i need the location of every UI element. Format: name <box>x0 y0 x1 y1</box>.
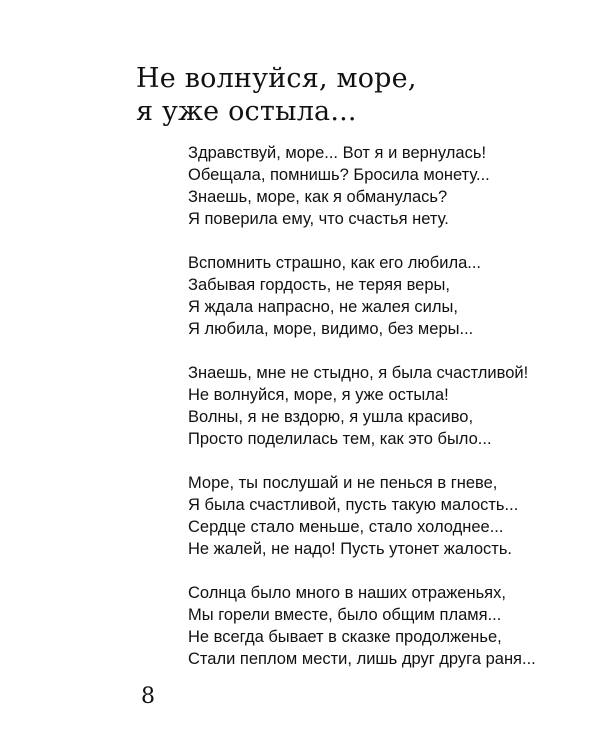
stanza-2 <box>188 252 568 340</box>
poem-line: Вспомнить страшно, как его любила... <box>188 254 482 272</box>
poem-title <box>136 62 417 128</box>
poem-line: Я любила, море, видимо, без меры... <box>188 320 474 338</box>
poem-line: Море, ты послушай и не пенься в гневе, <box>188 474 498 492</box>
poem-line: Волны, я не вздорю, я ушла красиво, <box>188 408 474 426</box>
poem-line: Я была счастливой, пусть такую малость... <box>188 496 519 514</box>
poem-line: Не жалей, не надо! Пусть утонет жалость. <box>188 540 512 558</box>
poem-line: Знаешь, море, как я обманулась? <box>188 188 448 206</box>
poem-body <box>188 142 568 692</box>
poem-line: Не всегда бывает в сказке продолженье, <box>188 628 502 646</box>
poem-title-line-1: Не волнуйся, море, <box>136 63 417 94</box>
poem-line: Обещала, помнишь? Бросила монету... <box>188 166 490 184</box>
poem-line: Не волнуйся, море, я уже остыла! <box>188 386 449 404</box>
poem-line: Я поверила ему, что счастья нету. <box>188 210 449 228</box>
stanza-5 <box>188 582 568 670</box>
stanza-3 <box>188 362 568 450</box>
poem-line: Сердце стало меньше, стало холоднее... <box>188 518 504 536</box>
page-number: 8 <box>141 684 155 709</box>
poem-line: Забывая гордость, не теряя веры, <box>188 276 450 294</box>
poem-line: Я ждала напрасно, не жалея силы, <box>188 298 458 316</box>
poem-line: Стали пеплом мести, лишь друг друга раня... <box>188 650 536 668</box>
poem-line: Знаешь, мне не стыдно, я была счастливой! <box>188 364 529 382</box>
stanza-1 <box>188 142 568 230</box>
poem-title-line-2: я уже остыла... <box>136 96 357 127</box>
poem-line: Просто поделилась тем, как это было... <box>188 430 492 448</box>
stanza-4 <box>188 472 568 560</box>
poem-line: Солнца было много в наших отраженьях, <box>188 584 506 602</box>
poem-line: Мы горели вместе, было общим пламя... <box>188 606 502 624</box>
poem-line: Здравствуй, море... Вот я и вернулась! <box>188 144 487 162</box>
